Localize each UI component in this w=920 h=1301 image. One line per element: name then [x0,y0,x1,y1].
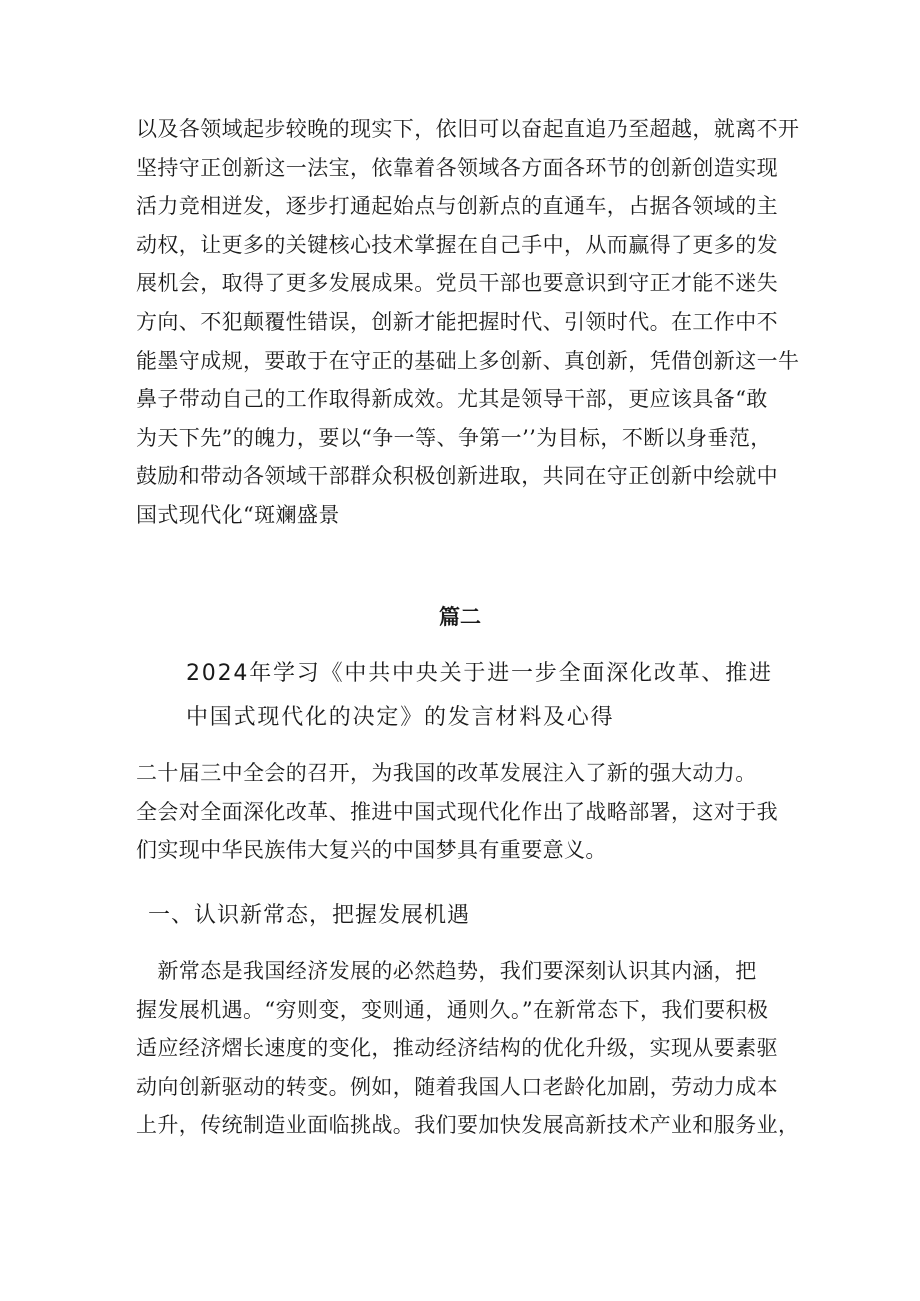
text-line: 动向创新驱动的转变。例如，随着我国人口老龄化加剧，劳动力成本 [136,1074,778,1099]
title-line: 中国式现代化的决定》的发言材料及心得 [186,705,615,730]
text-line: 为天下先”的魄力，要以“争一等、争第一’’为目标，不断以身垂范， [136,425,772,450]
text-line: 方向、不犯颠覆性错误，创新才能把握时代、引领时代。在工作中不 [136,309,778,334]
text-line: 能墨守成规，要敢于在守正的基础上多创新、真创新，凭借创新这一牛 [136,348,800,373]
text-line: 国式现代化“斑斓盛景 [136,502,340,527]
text-line: 们实现中华民族伟大复兴的中国梦具有重要意义。 [136,838,607,863]
title-line: 2024年学习《中共中央关于进一步全面深化改革、推进 [186,661,773,686]
paragraph-1 [136,110,800,535]
text-line: 鼓励和带动各领域干部群众积极创新进取，共同在守正创新中绘就中 [136,464,778,489]
paragraph-2 [136,754,796,870]
text-line: 动权，让更多的关键核心技术掌握在自己手中，从而赢得了更多的发 [136,232,778,257]
text-line: 握发展机遇。“穷则变，变则通，通则久。”在新常态下，我们要积极 [136,997,769,1022]
text-line: 二十届三中全会的召开，为我国的改革发展注入了新的强大动力。 [136,761,757,785]
section-heading: 一、认识新常态，把握发展机遇 [148,903,471,928]
text-line: 上升，传统制造业面临挑战。我们要加快发展高新技术产业和服务业， [136,1113,800,1138]
text-line: 坚持守正创新这一法宝，依靠着各领域各方面各环节的创新创造实现 [136,155,778,180]
text-line: 新常态是我国经济发展的必然趋势，我们要深刻认识其内涵，把 [136,959,757,983]
paragraph-3 [136,952,800,1145]
text-line: 鼻子带动自己的工作取得新成效。尤其是领导干部，更应该具备“敢 [136,387,768,412]
text-line: 展机会，取得了更多发展成果。党员干部也要意识到守正才能不迷失 [136,271,778,296]
text-line: 适应经济熠长速度的变化，推动经济结构的优化升级，实现从要素驱 [136,1036,778,1061]
text-line: 以及各领域起步较晚的现实下，依旧可以奋起直追乃至超越，就离不开 [136,117,800,141]
article-title [186,652,806,740]
section-label: 篇二 [439,605,481,629]
text-line: 活力竞相迸发，逐步打通起始点与创新点的直通车，占据各领域的主 [136,194,778,219]
text-line: 全会对全面深化改革、推进中国式现代化作出了战略部署，这对于我 [136,799,778,824]
